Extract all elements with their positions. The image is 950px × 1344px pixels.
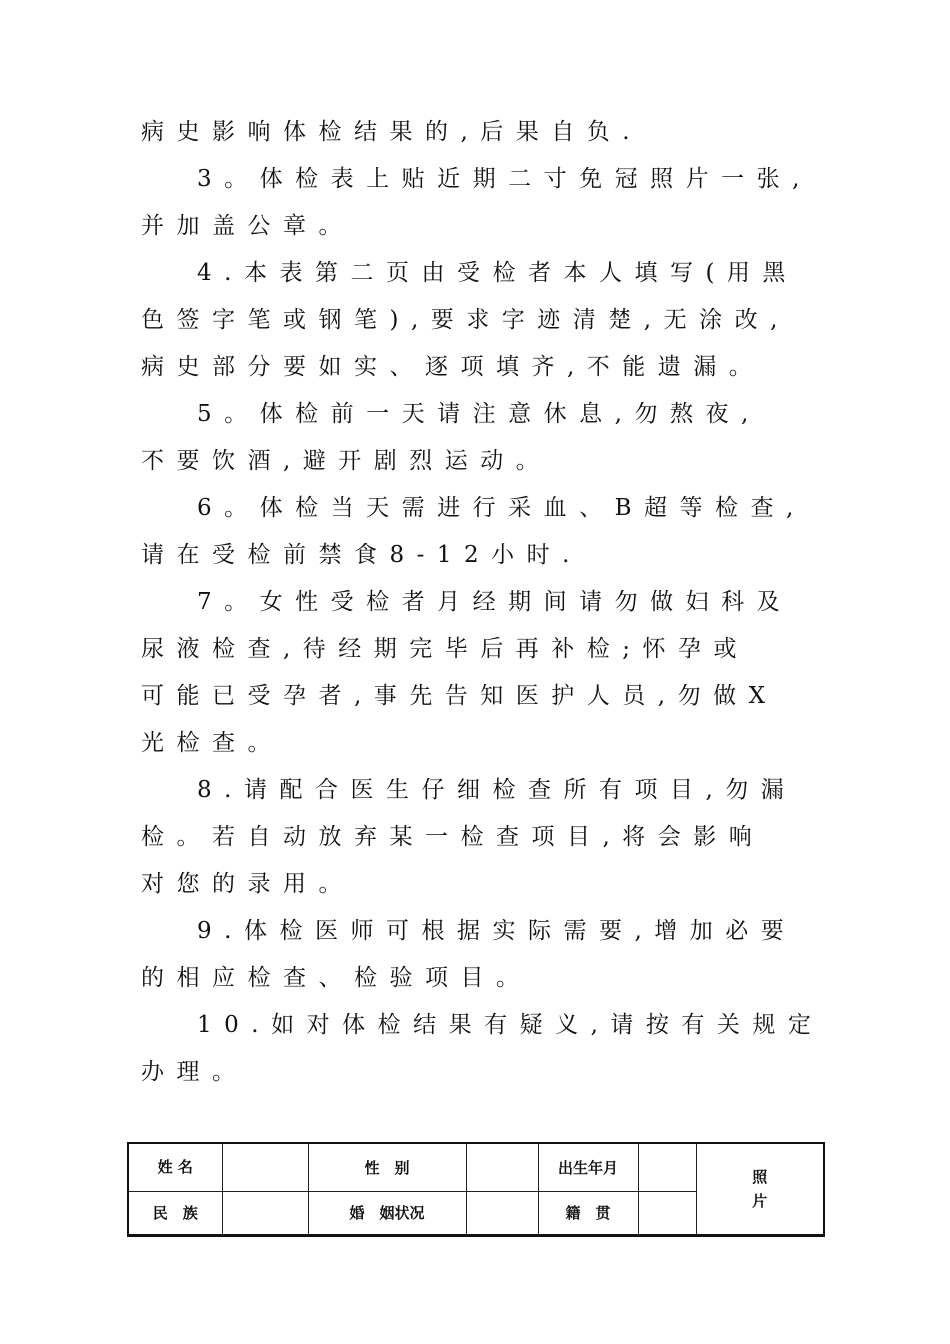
text-line: 对您的录用。 <box>141 871 354 897</box>
text-line: 可能已受孕者,事先告知医护人员,勿做X <box>141 683 778 709</box>
gender-label: 性 别 <box>308 1143 466 1191</box>
text-line: 检。若自动放弃某一检查项目,将会影响 <box>141 824 765 850</box>
text-line: 10.如对体检结果有疑义,请按有关规定 <box>197 1012 824 1038</box>
birth-date-field[interactable] <box>638 1143 696 1191</box>
text-line: 6。体检当天需进行采血、B超等检查, <box>197 495 806 521</box>
text-line: 3。体检表上贴近期二寸免冠照片一张, <box>197 166 812 192</box>
text-line: 尿液检查,待经期完毕后再补检;怀孕或 <box>141 636 750 662</box>
text-line: 的相应检查、检验项目。 <box>141 965 532 991</box>
native-place-label: 籍 贯 <box>538 1191 638 1235</box>
native-place-field[interactable] <box>638 1191 696 1235</box>
text-line: 病史部分要如实、逐项填齐,不能遗漏。 <box>141 354 765 380</box>
text-line: 并加盖公章。 <box>141 213 354 239</box>
marital-status-field[interactable] <box>466 1191 538 1235</box>
gender-field[interactable] <box>466 1143 538 1191</box>
name-label: 姓 名 <box>157 1158 193 1177</box>
text-line: 办理。 <box>141 1059 248 1085</box>
text-line: 9.体检医师可根据实际需要,增加必要 <box>197 918 797 944</box>
text-line: 5。体检前一天请注意休息,勿熬夜, <box>197 401 761 427</box>
name-field[interactable] <box>222 1143 308 1191</box>
text-line: 4.本表第二页由受检者本人填写(用黑 <box>197 260 798 286</box>
ethnicity-field[interactable] <box>222 1191 308 1235</box>
marital-status-label: 婚 姻状况 <box>308 1191 466 1235</box>
text-line: 病史影响体检结果的,后果自负. <box>141 119 643 145</box>
photo-cell[interactable] <box>696 1143 824 1235</box>
birth-date-label: 出生年月 <box>538 1143 638 1191</box>
personal-info-table <box>127 1142 825 1237</box>
text-line: 色签字笔或钢笔),要求字迹清楚,无涂改, <box>141 307 790 333</box>
ethnicity-label: 民 族 <box>128 1191 222 1235</box>
text-line: 光检查。 <box>141 730 283 756</box>
name-label-cell <box>128 1143 222 1191</box>
text-line: 请在受检前禁食8-12小时. <box>141 542 582 568</box>
photo-label: 照 片 <box>752 1167 768 1210</box>
text-line: 不要饮酒,避开剧烈运动。 <box>141 448 552 474</box>
text-line: 8.请配合医生仔细检查所有项目,勿漏 <box>197 777 797 803</box>
text-line: 7。女性受检者月经期间请勿做妇科及 <box>197 589 793 615</box>
